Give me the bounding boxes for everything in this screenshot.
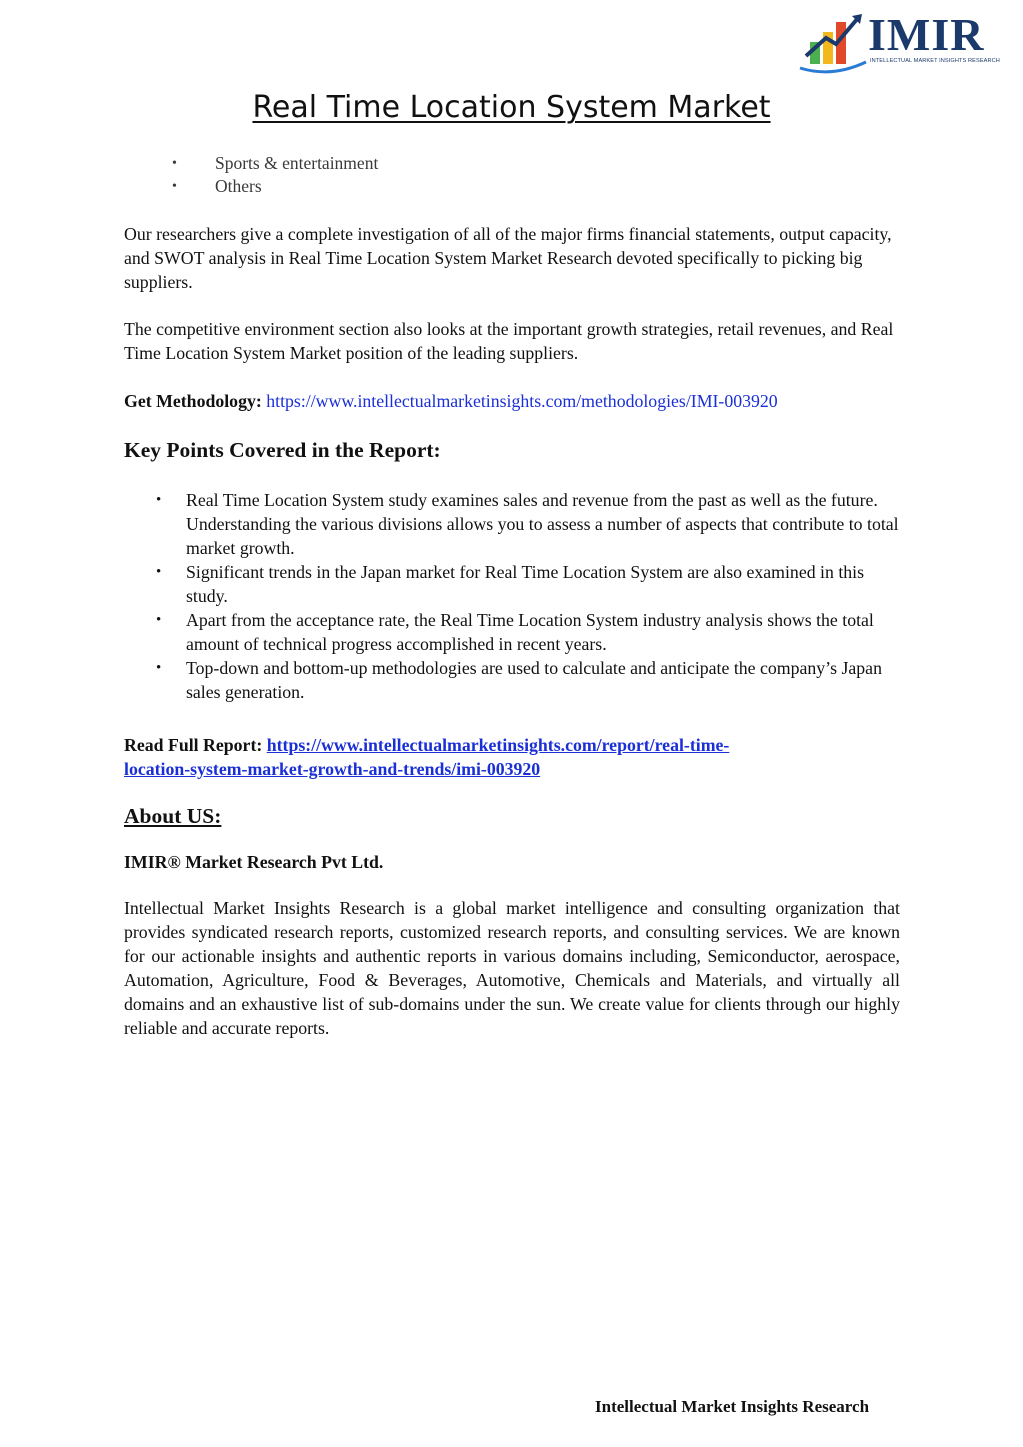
full-report-label: Read Full Report:	[124, 735, 263, 755]
page-footer: Intellectual Market Insights Research	[595, 1397, 870, 1416]
key-point-text: Apart from the acceptance rate, the Real Time Location System industry analysis shows the total amount of technical progress accomplished in recent years.	[186, 610, 874, 654]
imir-logo	[796, 9, 1002, 74]
logo-bar-chart-icon	[796, 12, 868, 74]
researchers-paragraph: Our researchers give a complete investigation of all of the major firms financial statements, output capacity, and SWOT analysis in Real Time Location System Market Research devoted specifically to picking big suppliers.	[124, 224, 892, 292]
full-report-line	[124, 733, 900, 781]
about-paragraph: Intellectual Market Insights Research is a global market intelligence and consulting organization that provides syndicated research reports, customized research reports, and consulting services. We are known for our actionable insights and authentic reports in various domains including, Semiconductor, aerospace, Automation, Agriculture, Food & Beverages, Automotive, Chemicals and Materials, and virtually all domains and an exhaustive list of sub-domains under the sun. We create value for clients through our highly reliable and accurate reports.	[124, 898, 900, 1038]
list-item	[124, 560, 900, 608]
list-item	[160, 175, 378, 198]
methodology-link[interactable]: https://www.intellectualmarketinsights.com/methodologies/IMI-003920	[266, 391, 778, 411]
bullet-icon: •	[156, 660, 162, 676]
about-heading: About US:	[124, 804, 222, 828]
key-point-text: Top-down and bottom-up methodologies are used to calculate and anticipate the company’s Japan sales generation.	[186, 658, 882, 702]
key-point-text: Real Time Location System study examines sales and revenue from the past as well as the future. Understanding the various divisions allows you to assess a number of aspects that contribute to total market growth.	[186, 490, 899, 558]
logo-tagline: INTELLECTUAL MARKET INSIGHTS RESEARCH	[870, 58, 1000, 64]
bullet-icon: •	[156, 612, 162, 628]
full-report-link-continued[interactable]: location-system-market-growth-and-trends/imi-003920	[124, 759, 541, 779]
page-title: Real Time Location System Market	[252, 90, 771, 125]
key-point-text: Significant trends in the Japan market for Real Time Location System are also examined in this study.	[186, 562, 865, 606]
key-points-list	[124, 488, 900, 704]
methodology-line	[124, 389, 900, 413]
list-item	[124, 488, 900, 560]
bullet-icon: •	[172, 156, 177, 171]
list-item	[124, 656, 900, 704]
segment-list	[160, 152, 378, 198]
competitive-paragraph: The competitive environment section also looks at the important growth strategies, retail revenues, and Real Time Location System Market position of the leading suppliers.	[124, 319, 894, 363]
key-points-heading: Key Points Covered in the Report:	[124, 438, 441, 462]
segment-label: Sports & entertainment	[215, 153, 379, 173]
bullet-icon: •	[156, 564, 162, 580]
company-name: IMIR® Market Research Pvt Ltd.	[124, 852, 384, 872]
methodology-label: Get Methodology:	[124, 391, 262, 411]
full-report-link[interactable]: https://www.intellectualmarketinsights.com/report/real-time-	[266, 735, 730, 755]
list-item	[160, 152, 378, 175]
segment-label: Others	[215, 176, 262, 196]
bullet-icon: •	[172, 179, 177, 194]
list-item	[124, 608, 900, 656]
logo-wordmark: IMIR	[868, 9, 985, 60]
bullet-icon: •	[156, 492, 162, 508]
